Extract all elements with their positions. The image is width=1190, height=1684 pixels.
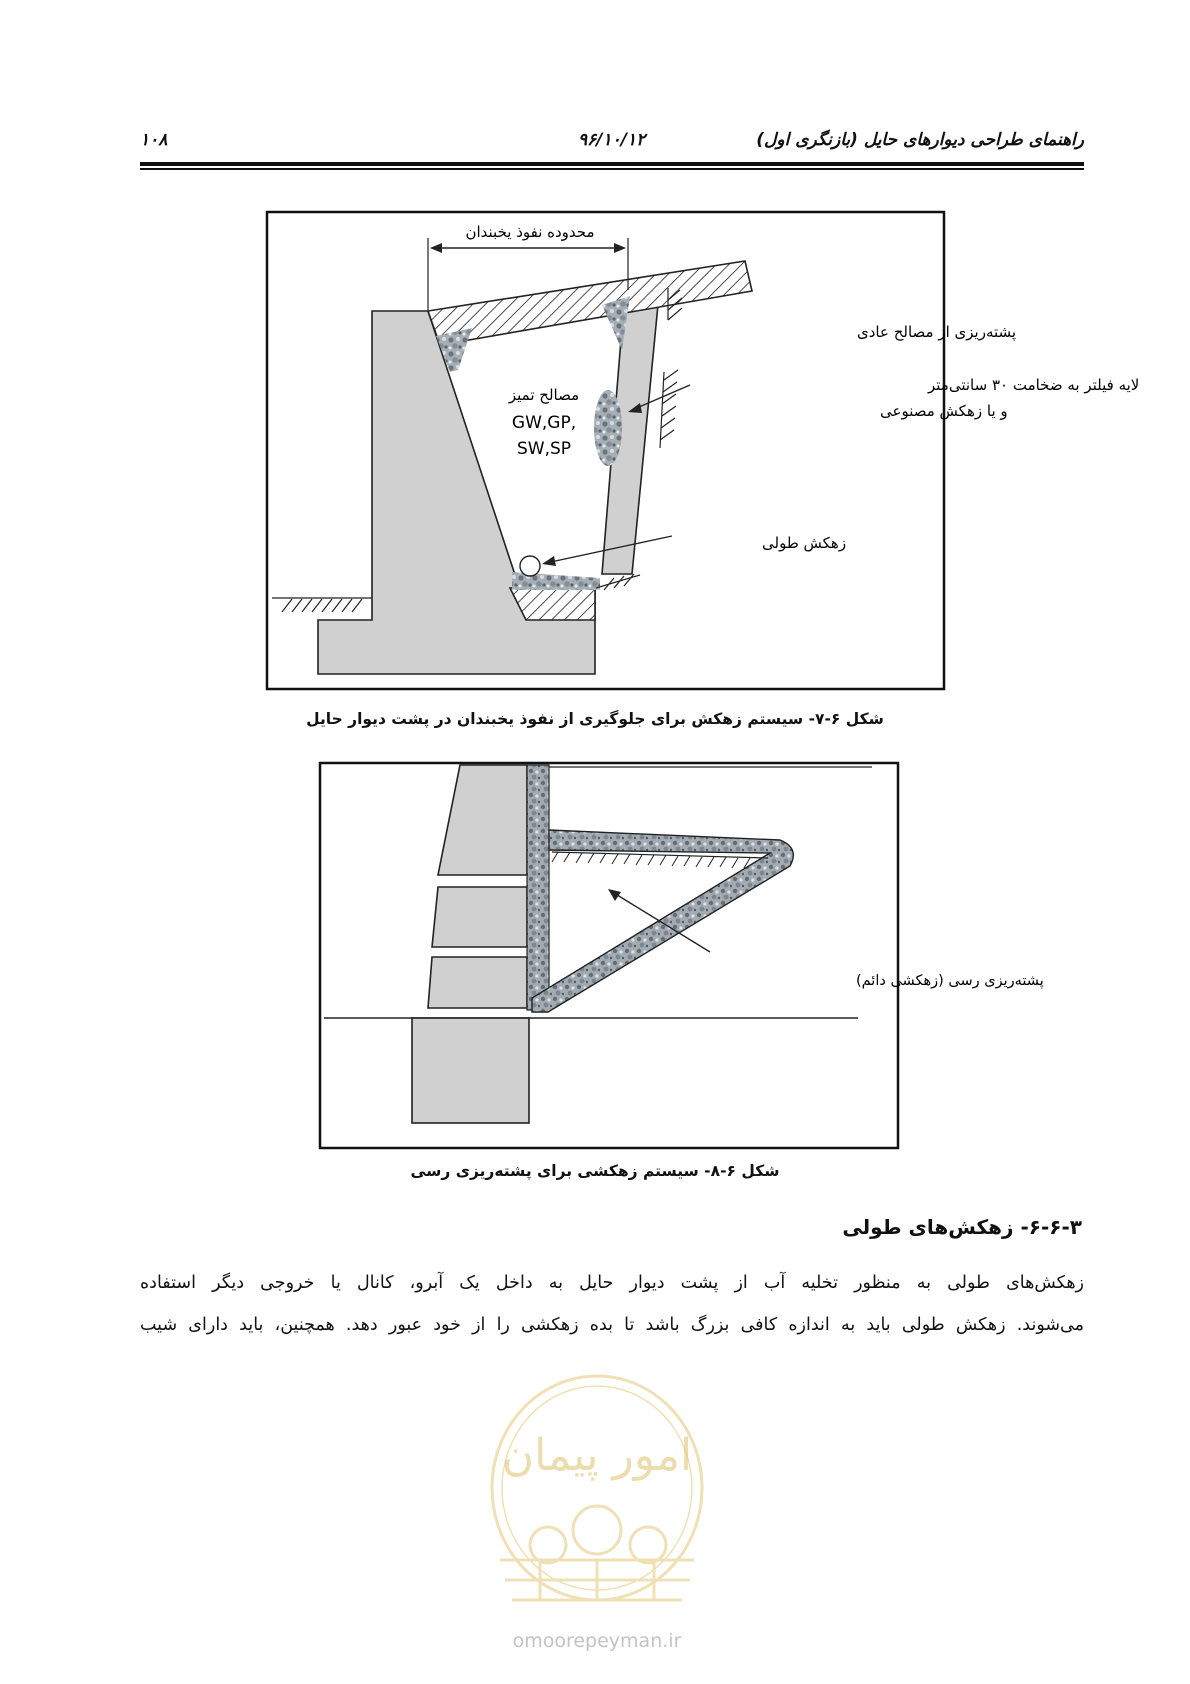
label-clean-materials: مصالح تمیز — [508, 386, 580, 404]
wall-block-3 — [428, 957, 527, 1008]
gravel-filter-zone — [594, 390, 622, 466]
label-backfill: پشته‌ریزی از مصالح عادی — [857, 323, 1017, 341]
header-title: راهنمای طراحی دیوارهای حایل (بازنگری اول) — [756, 130, 1084, 150]
label-sw-sp: SW,SP — [516, 439, 572, 459]
section-paragraph — [140, 1262, 1084, 1346]
header-rule-thin — [140, 168, 1084, 170]
label-gw-gp: GW,GP, — [511, 413, 577, 433]
vertical-drain — [527, 765, 549, 1010]
figure-frost-drainage — [266, 211, 1140, 691]
label-frost-zone: محدوده نفوذ یخبندان — [465, 223, 595, 241]
label-filter-line2: و یا زهکش مصنوعی — [880, 402, 1008, 420]
wall-block-2 — [432, 887, 527, 947]
header-rule-thick — [140, 162, 1084, 166]
watermark-site: omoorepeyman.ir — [512, 1630, 682, 1652]
label-long-drain: زهکش طولی — [762, 534, 847, 552]
label-filter-line1: لایه فیلتر به ضخامت ۳۰ سانتی‌متر — [928, 376, 1140, 394]
figure-clay-drainage — [316, 760, 1044, 1152]
paragraph-line-1: زهکش‌های طولی به منظور تخلیه آب از پشت دیوار حایل به داخل یک آبرو، کانال یا خروجی دیگر استفاده — [140, 1273, 1084, 1293]
watermark-logo-text: امور پیمان — [501, 1430, 693, 1481]
label-clay-backfill: پشته‌ریزی رسی (زهکشی دائم) — [856, 973, 1044, 989]
figure2-caption: شکل ۶-۸- سیستم زهکشی برای پشته‌ریزی رسی — [410, 1162, 780, 1180]
watermark-logo — [470, 1370, 720, 1670]
long-drain-pipe — [520, 556, 540, 576]
wall-footing — [412, 1018, 529, 1123]
section-title: ۶-۶-۳- زهکش‌های طولی — [842, 1215, 1082, 1239]
figure1-caption: شکل ۶-۷- سیستم زهکش برای جلوگیری از نفوذ یخبندان در پشت دیوار حایل — [306, 710, 884, 728]
header-date: ۹۶/۱۰/۱۲ — [578, 130, 646, 150]
bottom-impervious-layer — [510, 586, 595, 620]
paragraph-line-2: می‌شوند. زهکش طولی باید به اندازه کافی بزرگ باشد تا بده زهکشی را از خود عبور دهد. همچنین، باید دارای شیب — [140, 1315, 1084, 1335]
page-number: ۱۰۸ — [140, 130, 168, 150]
